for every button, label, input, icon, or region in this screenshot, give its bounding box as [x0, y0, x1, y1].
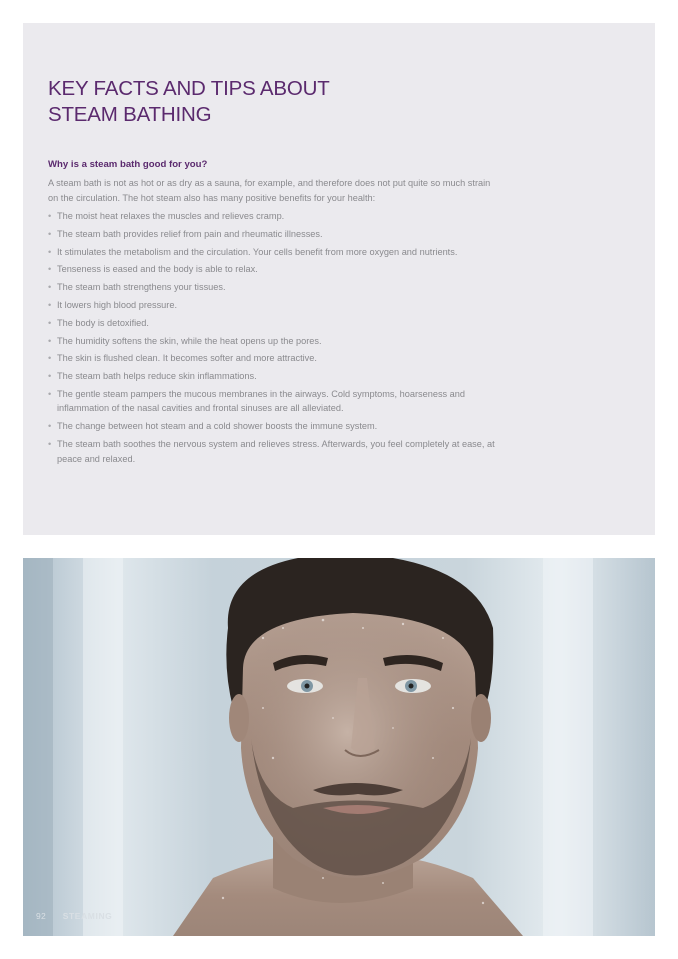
list-item — [48, 245, 508, 260]
bullet-icon: • — [48, 282, 52, 293]
bullet-icon: • — [48, 388, 52, 399]
bullet-icon: • — [48, 421, 52, 432]
list-item — [48, 262, 508, 277]
bullet-icon: • — [48, 299, 52, 310]
page-title — [48, 76, 330, 128]
list-item-text: The body is detoxified. — [57, 317, 149, 328]
list-item-text: It lowers high blood pressure. — [57, 299, 178, 310]
man-portrait-image — [23, 558, 655, 936]
bullet-icon: • — [48, 335, 52, 346]
list-item-text: The humidity softens the skin, while the heat opens up the pores. — [57, 335, 322, 346]
bullet-icon: • — [48, 439, 52, 450]
list-item — [48, 369, 508, 384]
bullet-icon: • — [48, 317, 52, 328]
bullet-icon: • — [48, 371, 52, 382]
page-footer — [36, 911, 112, 921]
list-item — [48, 334, 508, 349]
list-item-text: The gentle steam pampers the mucous membranes in the airways. Cold symptoms, hoarseness and inflammation of the nasal cavities and frontal sinuses are all alleviated. — [57, 388, 466, 414]
bullet-icon: • — [48, 211, 52, 221]
page-title-line-2: STEAM BATHING — [48, 103, 212, 126]
list-item-text: The skin is flushed clean. It becomes softer and more attractive. — [57, 353, 317, 364]
list-item — [48, 419, 508, 434]
hero-photo — [23, 558, 655, 936]
page-title-line-1: KEY FACTS AND TIPS ABOUT — [48, 77, 330, 100]
list-item-text: The steam bath helps reduce skin inflammations. — [57, 371, 257, 382]
intro-paragraph: A steam bath is not as hot or as dry as a sauna, for example, and therefore does not put quite so much strain on the circulation. The hot steam also has many positive benefits for your health: — [48, 178, 491, 203]
list-item — [48, 298, 508, 313]
bullet-icon: • — [48, 353, 52, 364]
list-item-text: Tenseness is eased and the body is able to relax. — [57, 264, 258, 275]
list-item — [48, 351, 508, 366]
list-item — [48, 437, 508, 466]
bullet-icon: • — [48, 264, 52, 275]
list-item-text: It stimulates the metabolism and the circulation. Your cells benefit from more oxygen and nutrients. — [57, 246, 458, 257]
list-item — [48, 316, 508, 331]
section-name: STEAMING — [62, 911, 113, 921]
bullet-icon: • — [48, 246, 52, 257]
benefits-list — [48, 209, 508, 469]
list-item-text: The steam bath provides relief from pain and rheumatic illnesses. — [57, 228, 323, 239]
section-subheading: Why is a steam bath good for you? — [48, 159, 208, 170]
list-item — [48, 280, 508, 295]
page-number: 92 — [36, 911, 47, 921]
bullet-icon: • — [48, 228, 52, 239]
list-item — [48, 387, 508, 416]
list-item — [48, 227, 508, 242]
list-item-text: The steam bath strengthens your tissues. — [57, 282, 226, 293]
list-item-text: The moist heat relaxes the muscles and relieves cramp. — [57, 211, 285, 221]
list-item-text: The change between hot steam and a cold shower boosts the immune system. — [57, 421, 378, 432]
list-item-text: The steam bath soothes the nervous system and relieves stress. Afterwards, you feel completely at ease, at peace and relaxed. — [57, 439, 495, 464]
list-item — [48, 209, 508, 224]
